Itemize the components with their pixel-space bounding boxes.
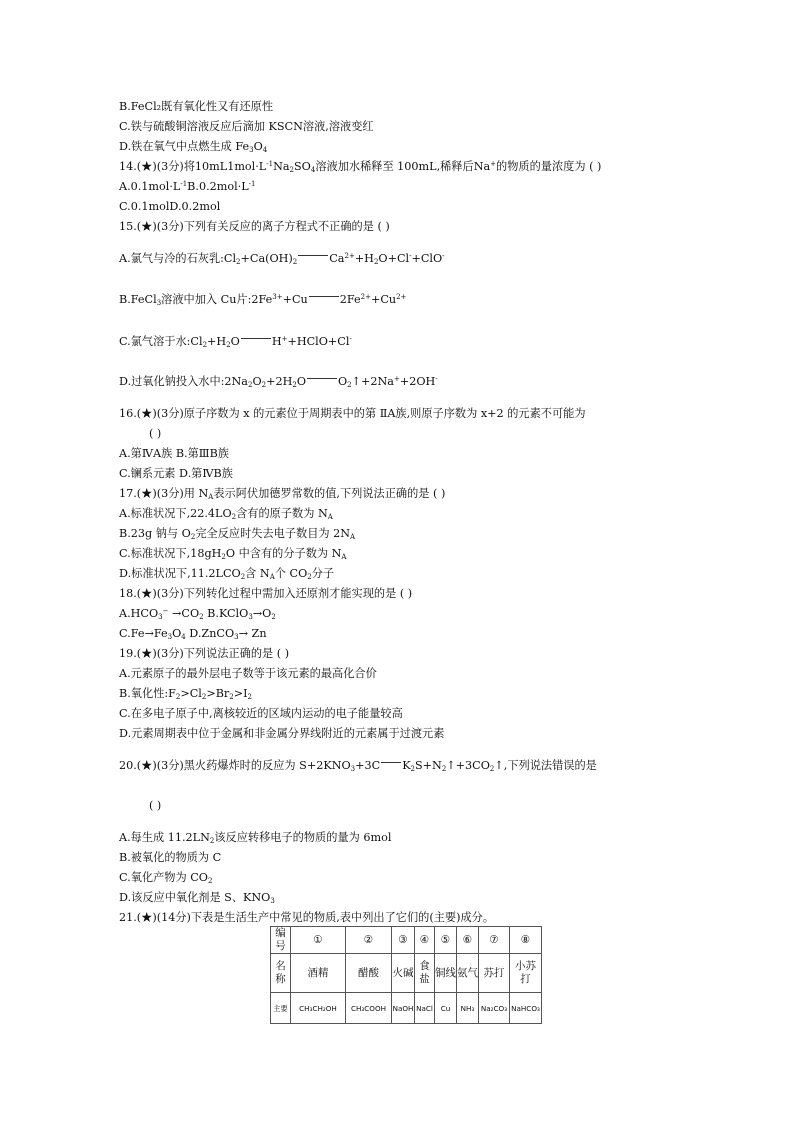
table-row-name [271, 954, 542, 993]
table-cell: NaOH [392, 993, 415, 1024]
option-19a: A.元素原子的最外层电子数等于该元素的最高化合价 [119, 667, 377, 680]
question-20-paren: ( ) [149, 799, 162, 812]
question-20: 20.(★)(3分)黑火药爆炸时的反应为 $S+2KNO_3+3C$ $K_2S+N_2↑+3CO_2↑$,下列说法错误的是 [119, 759, 597, 773]
options-18cd: $C.Fe\to Fe_3O_4$ D.ZnCO$_3$→ Zn [119, 627, 267, 641]
option-13c: C.铁与硫酸铜溶液反应后滴加 KSCN溶液,溶液变红 [119, 120, 374, 133]
options-16ab: A.第ⅣA族 B.第ⅢB族 [119, 447, 229, 460]
table-cell: CH₃COOH [346, 993, 392, 1024]
options-14cd: C.0.1molD.0.2mol [119, 200, 221, 213]
header-composition: 主要 [271, 993, 291, 1024]
table-cell: 醋酸 [346, 954, 392, 993]
option-20b: B.被氧化的物质为 C [119, 851, 222, 864]
table-cell: Cu [435, 993, 457, 1024]
option-17d: D.标准状况下$,11.2LCO_2$含 $N_A$个 $CO_2$分子 [119, 567, 335, 581]
table-cell: 火碱 [392, 954, 415, 993]
substance-table [270, 926, 542, 1024]
table-cell: NaHCO₃ [510, 993, 542, 1024]
question-19: 19.(★)(3分)下列说法正确的是 ( ) [119, 647, 290, 660]
option-17b: B.23g 钠与 $O_2$完全反应时失去电子数目为 $2N_A$ [119, 527, 356, 541]
table-cell: ⑤ [435, 927, 457, 954]
table-cell: 苏打 [479, 954, 510, 993]
option-20d: D.该反应中氧化剂是 S、$KNO_3$ [119, 891, 275, 905]
table-cell: CH₃CH₂OH [291, 993, 346, 1024]
option-19b: B.氧化性$:F_2>Cl_2>Br_2>I_2$ [119, 687, 253, 701]
option-13d: D.铁在氧气中点燃生成 $Fe_3O_4$ [119, 140, 268, 154]
question-16: 16.(★)(3分)原子序数为 x 的元素位于周期表中的第 ⅡA族,则原子序数为 x+2 的元素不可能为 [119, 407, 586, 420]
table-cell: ③ [392, 927, 415, 954]
table-cell: 铜线 [435, 954, 457, 993]
option-15d: D.过氧化钠投入水中$:2Na_2O_2+2H_2O$ $O_2↑+2Na^++2OH^-$ [119, 375, 438, 389]
table-cell: ② [346, 927, 392, 954]
table-cell: ④ [415, 927, 435, 954]
options-18ab: $A.HCO_3^- \to CO_2$ $B.KClO_3\to O_2$ [119, 607, 276, 621]
option-15a: A.氯气与冷的石灰乳$:Cl_2+Ca(OH)_2$ $Ca^{2+}+H_2O+Cl^-+ClO^-$ [119, 252, 445, 266]
table-cell: 氨气 [457, 954, 479, 993]
question-14: 14.(★)(3分)将$10mL1mol\cdot L^{-1}Na_2SO_4$溶液加水稀释至 100mL,稀释后Na+的物质的量浓度为 ( ) [119, 160, 602, 174]
table-cell: 酒精 [291, 954, 346, 993]
option-15b: B.FeCl$_3$溶液中加入 Cu片$:2Fe^{3+}+Cu$ $2Fe^{2+}+Cu^{2+}$ [119, 293, 407, 307]
question-15: 15.(★)(3分)下列有关反应的离子方程式不正确的是 ( ) [119, 220, 390, 233]
table-cell: ⑦ [479, 927, 510, 954]
question-18: 18.(★)(3分)下列转化过程中需加入还原剂才能实现的是 ( ) [119, 587, 413, 600]
options-14ab: $A.0.1mol\cdot L^{-1}B.0.2mol\cdot L^{-1}$ [119, 180, 256, 193]
option-17c: C.标准状况下$,18gH_2O$ 中含有的分子数为 $N_A$ [119, 547, 347, 561]
question-21: 21.(★)(14分)下表是生活生产中常见的物质,表中列出了它们的(主要)成分。 [119, 911, 495, 924]
table-cell: 小苏打 [510, 954, 542, 993]
table-row-composition [271, 993, 542, 1024]
option-17a: A.标准状况下$,22.4LO_2$含有的原子数为 $N_A$ [119, 507, 333, 521]
options-16cd: C.镧系元素 D.第ⅣB族 [119, 467, 233, 480]
option-13b: B.FeCl₂既有氧化性又有还原性 [119, 100, 274, 113]
option-20a: A.每生成 $11.2LN_2$该反应转移电子的物质的量为 6mol [119, 831, 392, 845]
option-15c: C.氯气溶于水$:Cl_2+H_2O$ H++HClO+Cl- [119, 335, 352, 349]
table-row-number [271, 927, 542, 954]
option-19d: D.元素周期表中位于金属和非金属分界线附近的元素属于过渡元素 [119, 727, 445, 740]
option-19c: C.在多电子原子中,离核较近的区域内运动的电子能量较高 [119, 707, 403, 720]
table-cell: ⑧ [510, 927, 542, 954]
table-cell: ① [291, 927, 346, 954]
option-20c: C.氧化产物为 $CO_2$ [119, 871, 213, 885]
table-cell: NaCl [415, 993, 435, 1024]
header-name: 名称 [271, 954, 291, 993]
table-cell: ⑥ [457, 927, 479, 954]
question-16-paren: ( ) [149, 427, 162, 440]
header-number: 编号 [271, 927, 291, 954]
table-cell: Na₂CO₃ [479, 993, 510, 1024]
table-cell: 食盐 [415, 954, 435, 993]
table-cell: NH₃ [457, 993, 479, 1024]
question-17: 17.(★)(3分)用 $N_A$表示阿伏加德罗常数的值,下列说法正确的是 ( ) [119, 487, 446, 501]
